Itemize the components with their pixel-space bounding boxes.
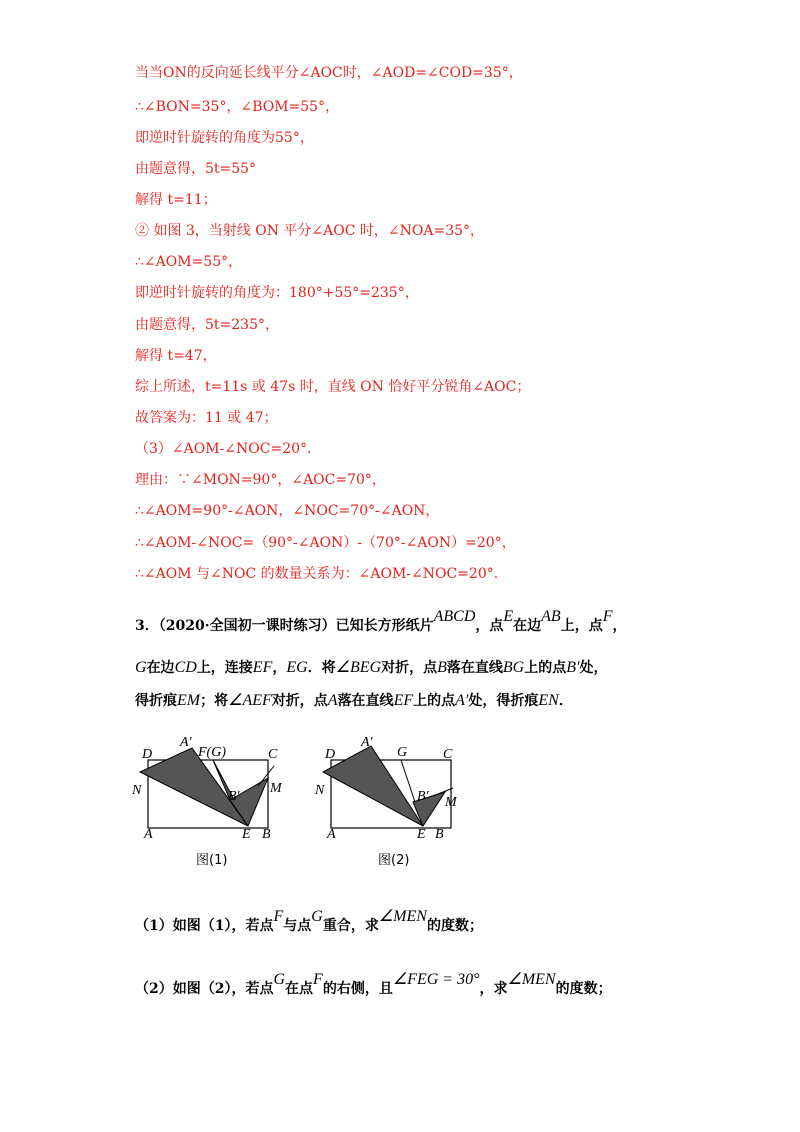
solution-line: ∴∠AOM-∠NOC=（90°-∠AON）-（70°-∠AON）=20°， (135, 535, 516, 551)
math-symbol: A′ (455, 692, 469, 709)
folded-triangle-left (323, 746, 423, 826)
question-text: 在点 (285, 981, 314, 997)
solution-line: ∴∠BON=35°，∠BOM=55°， (135, 99, 340, 115)
math-symbol: AB (541, 608, 561, 625)
label-B: B (435, 827, 444, 842)
question-source: （2020·全国初一课时练习） (158, 618, 336, 634)
question-text: 与点 (283, 918, 312, 934)
label-A-prime: A′ (180, 735, 192, 750)
math-symbol: G (311, 908, 323, 925)
math-symbol: ∠AEF (228, 692, 272, 709)
label-B: B (262, 827, 271, 842)
math-symbol: G (135, 659, 147, 676)
math-symbol: EF (393, 692, 414, 709)
math-symbol: B (437, 659, 447, 676)
solution-line: 理由：∵∠MON=90°，∠AOC=70°， (135, 472, 386, 488)
question-text: 上的点 (524, 660, 567, 676)
question-text: 上，连接 (196, 660, 253, 676)
solution-line: 解得 t=47， (135, 348, 217, 364)
question-text: 落在直线 (446, 660, 503, 676)
solution-line: 由题意得，5t=55° (135, 161, 257, 177)
question-text: 处，得折痕 (468, 693, 539, 709)
math-symbol: ∠FEG = 30° (392, 971, 480, 988)
solution-line: ② 如图 3，当射线 ON 平分∠AOC 时，∠NOA=35°， (135, 223, 485, 239)
math-symbol: ∠MEN (378, 908, 427, 925)
figure-2-caption: 图(2) (378, 853, 410, 868)
question-text: （1）如图（1），若点 (135, 918, 274, 934)
question-text: 对折，点 (271, 693, 328, 709)
label-F-G: F(G) (198, 745, 226, 760)
solution-line: 解得 t=11； (135, 192, 217, 208)
question-text: 在边 (146, 660, 175, 676)
math-symbol: ∠MEN (507, 971, 556, 988)
solution-line: 综上所述，t=11s 或 47s 时，直线 ON 恰好平分锐角∠AOC； (135, 379, 531, 395)
math-symbol: EN (538, 692, 559, 709)
question-number: 3． (135, 618, 159, 634)
math-symbol: B′ (566, 659, 580, 676)
question-text: ，求 (479, 981, 508, 997)
question-text: 上，点 (560, 618, 603, 634)
label-D: D (325, 747, 336, 762)
question-text: ；将 (200, 693, 229, 709)
math-symbol: E (503, 608, 514, 625)
label-B-prime: B′ (228, 789, 240, 804)
solution-line: ∴∠AOM=55°， (135, 254, 243, 270)
label-C: C (443, 747, 453, 762)
math-symbol: G (273, 971, 286, 988)
math-symbol: F (273, 908, 284, 925)
question-text: 已知长方形纸片 (335, 618, 434, 634)
question-text: 落在直线 (337, 693, 394, 709)
math-symbol: EG (286, 659, 308, 676)
label-D: D (142, 747, 153, 762)
question-text: 重合，求 (322, 918, 379, 934)
label-E: E (242, 827, 251, 842)
question-text: 的度数； (426, 918, 483, 934)
label-M: M (270, 781, 282, 796)
math-symbol: CD (174, 659, 197, 676)
question-text: ，点 (475, 618, 504, 634)
label-A: A (327, 827, 336, 842)
solution-line: ∴∠AOM=90°-∠AON，∠NOC=70°-∠AON， (135, 503, 440, 519)
label-E: E (417, 827, 426, 842)
question-text: ， (612, 618, 627, 634)
question-text: 上的点 (413, 693, 456, 709)
label-A: A (144, 827, 153, 842)
label-M: M (445, 795, 457, 810)
question-text: 对折，点 (381, 660, 438, 676)
question-text: 得折痕 (135, 693, 177, 709)
figure-1-caption: 图(1) (196, 853, 228, 868)
question-text: （2）如图（2），若点 (135, 981, 274, 997)
question-text: ． (558, 693, 573, 709)
math-symbol: F (602, 608, 613, 625)
label-G: G (397, 745, 408, 760)
question-text: 的度数； (555, 981, 612, 997)
math-symbol: A (327, 692, 338, 709)
question-text: 的右侧，且 (322, 981, 393, 997)
label-B-prime: B′ (417, 789, 429, 804)
solution-line: 即逆时针旋转的角度为：180°+55°=235°， (135, 285, 419, 301)
question-text: ， (272, 660, 287, 676)
question-line-1 (135, 608, 627, 637)
label-A-prime: A′ (361, 735, 373, 750)
math-symbol: BG (502, 659, 525, 676)
solution-line: 故答案为：11 或 47； (135, 410, 278, 426)
question-text: 处， (579, 660, 608, 676)
sub-question-2 (135, 971, 612, 1000)
label-N: N (315, 783, 325, 798)
math-symbol: EF (252, 659, 273, 676)
question-line-3 (135, 690, 573, 712)
math-symbol: EM (177, 692, 201, 709)
math-symbol: ABCD (433, 608, 476, 625)
solution-line: 即逆时针旋转的角度为55°， (135, 130, 314, 146)
question-text: ．将 (307, 660, 336, 676)
label-C: C (268, 747, 278, 762)
sub-question-1 (135, 908, 483, 937)
question-line-2 (135, 657, 608, 679)
question-text: 在边 (513, 618, 542, 634)
math-symbol: ∠BEG (335, 659, 382, 676)
math-symbol: F (313, 971, 323, 988)
solution-line: ∴∠AOM 与∠NOC 的数量关系为：∠AOM-∠NOC=20°. (135, 566, 499, 582)
label-N: N (132, 783, 142, 798)
solution-line: 当当ON的反向延长线平分∠AOC时，∠AOD=∠COD=35°， (135, 65, 523, 81)
solution-line: （3）∠AOM-∠NOC=20°. (135, 441, 312, 457)
solution-line: 由题意得，5t=235°， (135, 317, 279, 333)
